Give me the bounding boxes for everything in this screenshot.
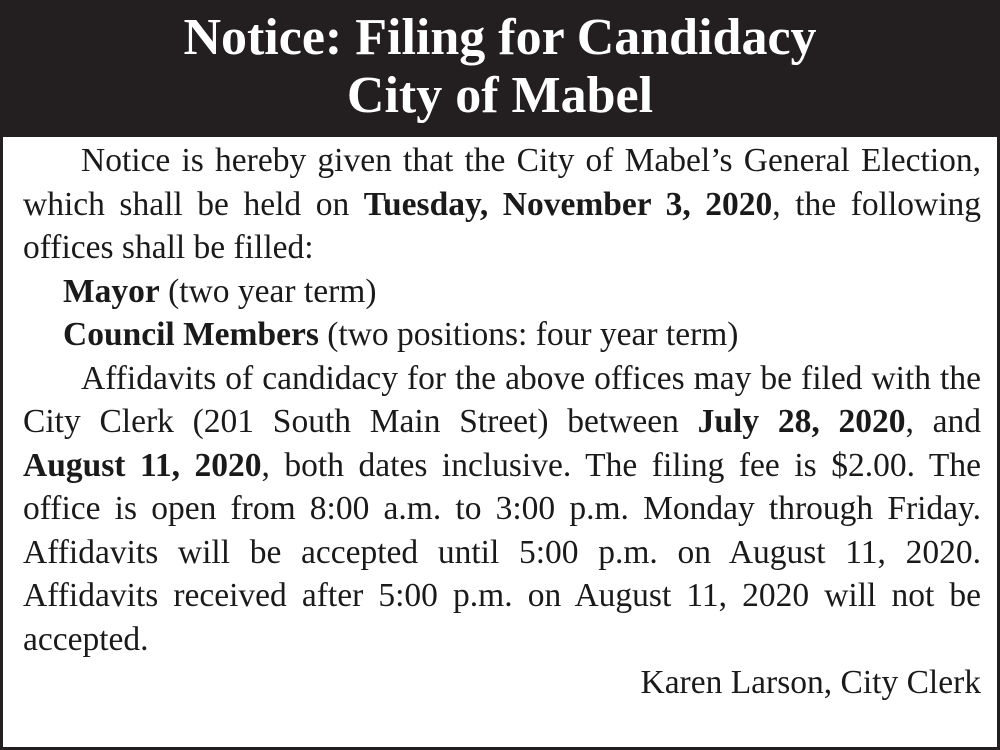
intro-paragraph (23, 139, 981, 270)
notice-subtitle: City of Mabel (346, 67, 654, 124)
office-name: Mayor (63, 272, 160, 310)
filing-end-date: August 11, 2020 (23, 446, 262, 484)
office-name: Council Members (63, 316, 319, 353)
office-council (23, 313, 981, 357)
intro-text-pre: Notice is hereby given that the City of Mabel’s General Election, which shall be held on (23, 142, 981, 223)
affidavit-text-mid: , and (905, 403, 981, 440)
affidavit-text-pre: Affidavits of candidacy for the above offices may be filed with the City Clerk (201 South Main Street) between (23, 359, 981, 440)
office-mayor (23, 270, 981, 314)
intro-text-post: , the following offices shall be filled: (23, 185, 981, 266)
notice-body (3, 137, 997, 705)
office-detail: (two positions: four year term) (318, 316, 739, 353)
notice-header (3, 3, 997, 137)
election-date: Tuesday, November 3, 2020 (363, 185, 773, 223)
signature: Karen Larson, City Clerk (640, 664, 981, 701)
filing-start-date: July 28, 2020 (697, 403, 906, 440)
notice-title: Notice: Filing for Candidacy (183, 9, 817, 66)
affidavit-paragraph (23, 357, 981, 662)
office-detail: (two year term) (159, 272, 377, 310)
affidavit-text-post: , both dates inclusive. The filing fee is $2.00. The office is open from 8:00 a.m. to 3:00 p.m. Monday through Friday. Affidavits will be accepted until 5:00 p.m. on August 11, 2020. Affidavits received after 5:00 p.m. on August 11, 2020 will not be accepted. (23, 446, 981, 658)
